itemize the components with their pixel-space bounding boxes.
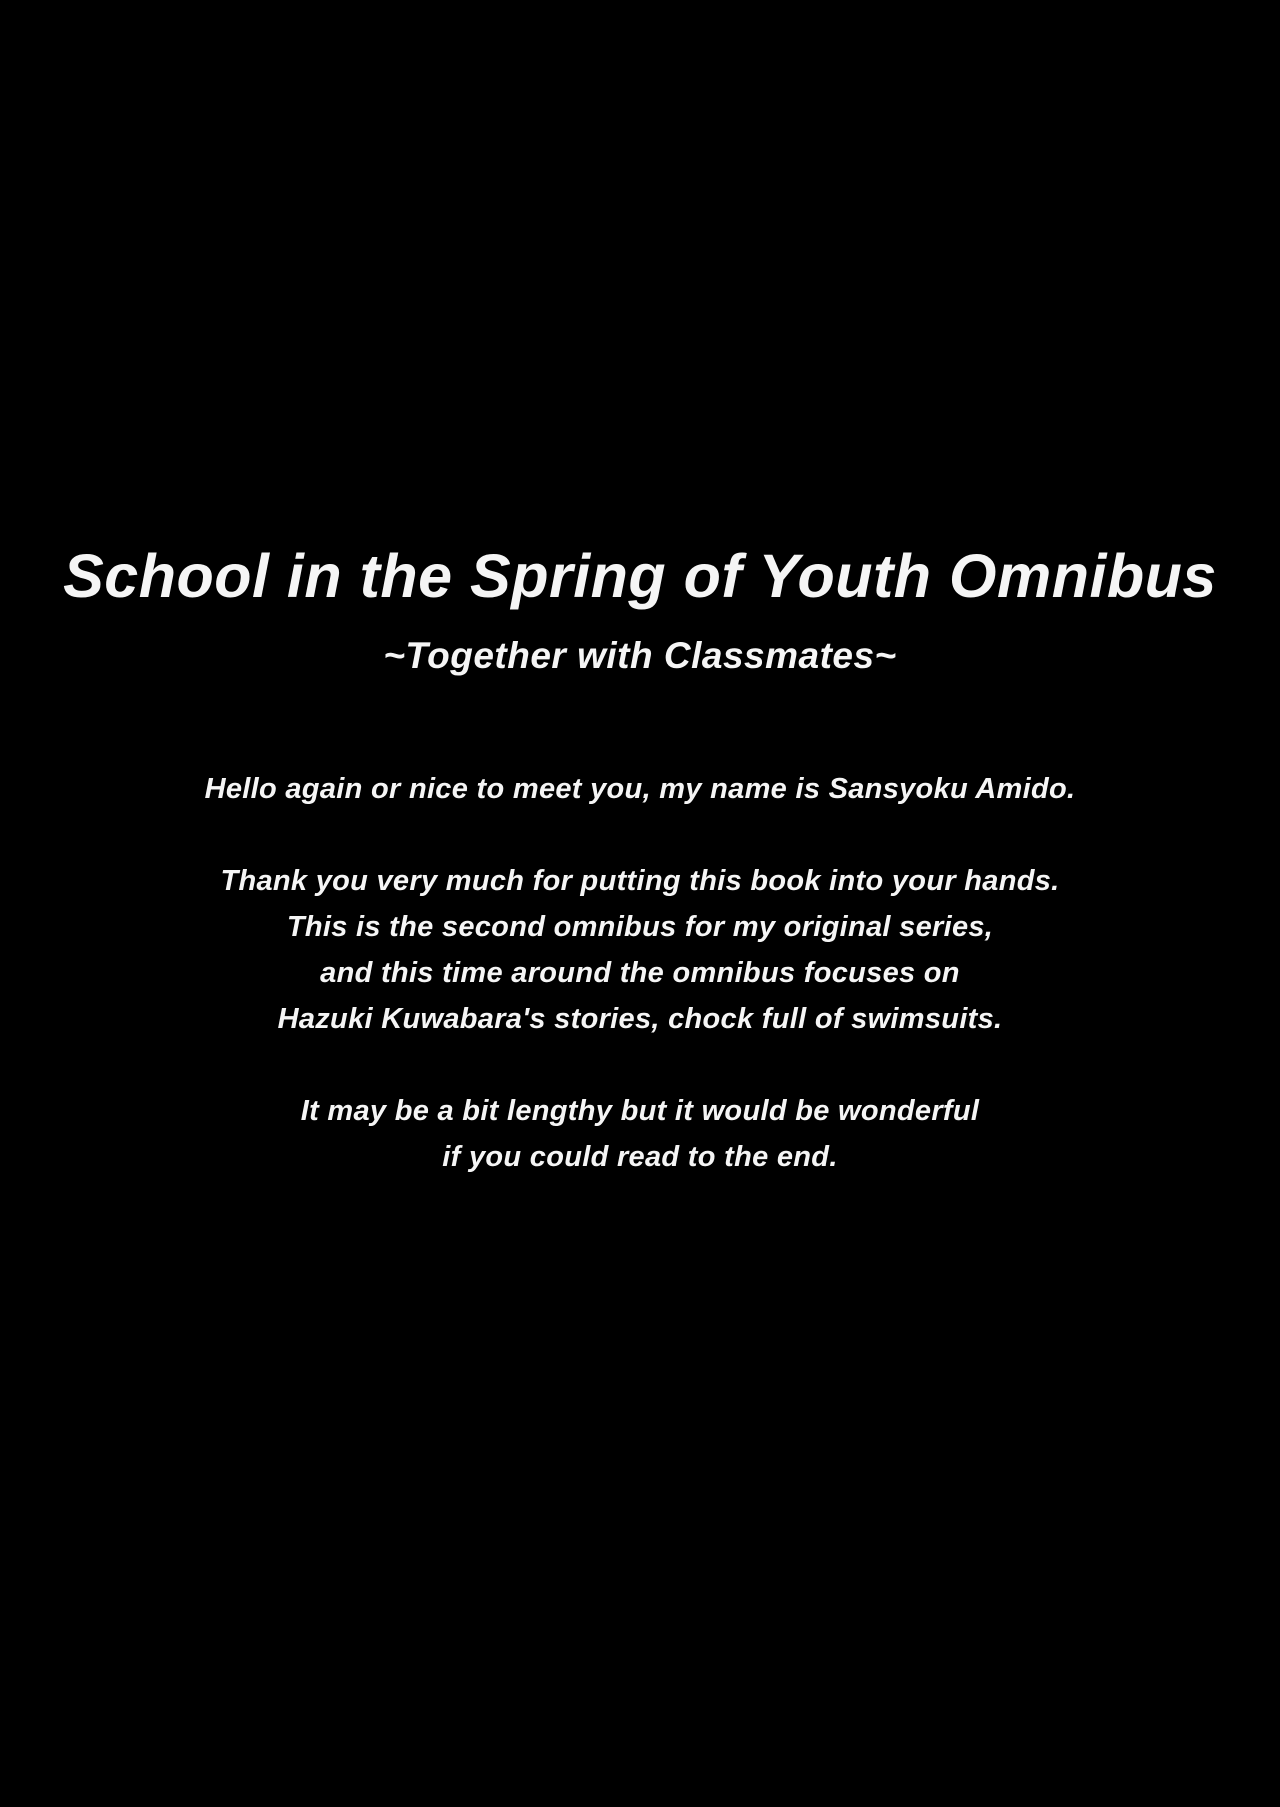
text-line: Thank you very much for putting this book into your hands.	[220, 865, 1060, 897]
book-title: School in the Spring of Youth Omnibus	[63, 541, 1217, 610]
text-line: and this time around the omnibus focuses on	[320, 957, 960, 989]
book-subtitle: ~Together with Classmates~	[383, 634, 897, 676]
text-line: Hazuki Kuwabara's stories, chock full of swimsuits.	[277, 1003, 1003, 1035]
text-line: It may be a bit lengthy but it would be wonderful	[300, 1095, 980, 1127]
text-line: if you could read to the end.	[442, 1141, 838, 1173]
paragraph-intro	[0, 766, 1280, 812]
paragraph-thanks	[0, 858, 1280, 1042]
text-line: This is the second omnibus for my original series,	[286, 911, 994, 943]
paragraph-closing	[0, 1088, 1280, 1180]
afterword-text	[0, 766, 1280, 1180]
text-line: Hello again or nice to meet you, my name is Sansyoku Amido.	[204, 773, 1076, 805]
